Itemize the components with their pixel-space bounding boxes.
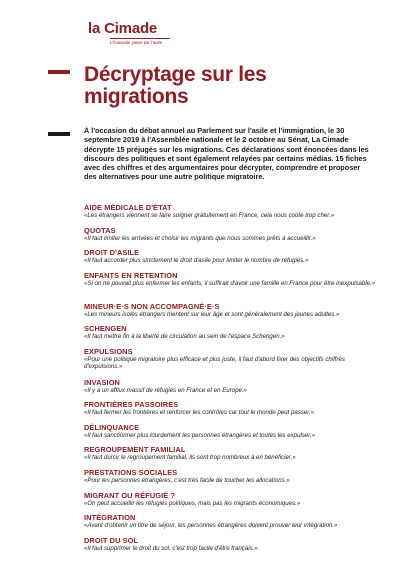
sheet-item [84, 248, 380, 271]
sheet-title: MINEUR·E·S NON ACCOMPAGNÉ·E·S [84, 301, 220, 311]
sheet-item [84, 203, 380, 226]
sheet-title: QUOTAS [84, 225, 116, 235]
page-title: Décryptage sur les migrations [84, 63, 267, 108]
sheet-quote: «Il faut mettre fin à la liberté de circulation au sein de l'espace Schengen.» [84, 333, 285, 341]
logo-rule [110, 38, 170, 39]
sheet-item [84, 226, 380, 249]
sheet-title: MIGRANT OU RÉFUGIÉ ? [84, 490, 176, 500]
sheet-list [84, 203, 380, 558]
sheet-title: SCHENGEN [84, 324, 127, 334]
sheet-title: INTÉGRATION [84, 513, 136, 523]
sheet-item [84, 271, 380, 302]
sheet-title: DROIT D'ASILE [84, 248, 140, 258]
sheet-title: REGROUPEMENT FAMILIAL [84, 445, 186, 455]
sheet-title: EXPULSIONS [84, 346, 133, 356]
sheet-quote: «Il faut sanctionner plus lourdement les personnes étrangères et toutes les expulser.» [84, 431, 316, 439]
sheet-quote: «Il faut limiter les arrivées et choisir les migrants que nous sommes prêts à accueillir.» [84, 234, 316, 242]
sheet-title: DROIT DU SOL [84, 535, 139, 545]
sheet-item [84, 423, 380, 446]
sheet-quote: «Les étrangers viennent se faire soigner gratuitement en France, cela nous coûte trop cher.» [84, 212, 335, 219]
sheet-quote: «Pour les personnes étrangères, c'est très facile de toucher les allocations.» [84, 476, 290, 484]
sheet-item [84, 302, 380, 325]
sheet-quote: «Pour une politique migratoire plus efficace et plus juste, il faut d'abord fixer des objectifs chiffrés d'expulsions.» [84, 355, 345, 371]
logo-name: la Cimade [88, 20, 158, 37]
sheet-quote: «Il faut durcir le regroupement familial, ils sont trop nombreux à en bénéficier.» [84, 454, 296, 462]
sheet-item [84, 468, 380, 491]
sheet-item [84, 378, 380, 401]
sheet-title: AIDE MÉDICALE D'ÉTAT [84, 203, 172, 212]
sheet-title: INVASION [84, 377, 120, 387]
sheet-quote: «Les mineurs isolés étrangers mentent sur leur âge et sont généralement des jeunes adultes.» [84, 310, 340, 318]
sheet-quote: «Il y a un afflux massif de réfugiés en France et en Europe.» [84, 386, 247, 394]
logo-tagline: L'humanité passe par l'autre [110, 40, 163, 45]
sheet-quote: «Il faut accorder plus strictement le droit d'asile pour limiter le nombre de réfugiés.» [84, 257, 309, 265]
intro-paragraph: À l'occasion du débat annuel au Parlement sur l'asile et l'immigration, le 30 septembre 2019 à l'Assemblée nationale et le 2 octobre au Sénat, La Cimade décrypte 15 préjugés sur les migrations. Ces déclarations sont énoncées dans les discours des politiques et sont également relayées par certains médias. 15 fiches avec des chiffres et des argumentaires pour décrypter, comprendre et proposer des alternatives pour une autre politique migratoire. [84, 126, 369, 182]
sheet-quote: «Avant d'obtenir un titre de séjour, les personnes étrangères doivent prouver leur intégration.» [84, 522, 338, 530]
sheet-item [84, 400, 380, 423]
sheet-quote: «On peut accueillir les réfugiés politiques, mais pas les migrants économiques.» [84, 499, 301, 507]
sheet-quote: «Il faut supprimer le droit du sol, c'est trop facile d'être français.» [84, 544, 258, 552]
sheet-quote: «Si on ne pouvait plus enfermer les enfants, il suffirait d'avoir une famille en France pour être inexpulsable.» [84, 279, 376, 287]
sheet-item [84, 324, 380, 347]
title-accent-bar [48, 70, 70, 74]
sheet-item [84, 491, 380, 514]
intro-accent-bar [48, 132, 70, 136]
sheet-quote: «Il faut fermer les frontières et renforcer les contrôles car tout le monde peut passer.» [84, 409, 315, 417]
sheet-title: DÉLINQUANCE [84, 422, 140, 432]
sheet-item [84, 347, 380, 378]
sheet-title: FRONTIÈRES PASSOIRES [84, 400, 179, 410]
sheet-item [84, 513, 380, 536]
sheet-item [84, 536, 380, 559]
sheet-title: PRESTATIONS SOCIALES [84, 467, 178, 477]
sheet-title: ENFANTS EN RETENTION [84, 270, 178, 280]
cimade-logo [84, 20, 194, 54]
sheet-item [84, 445, 380, 468]
